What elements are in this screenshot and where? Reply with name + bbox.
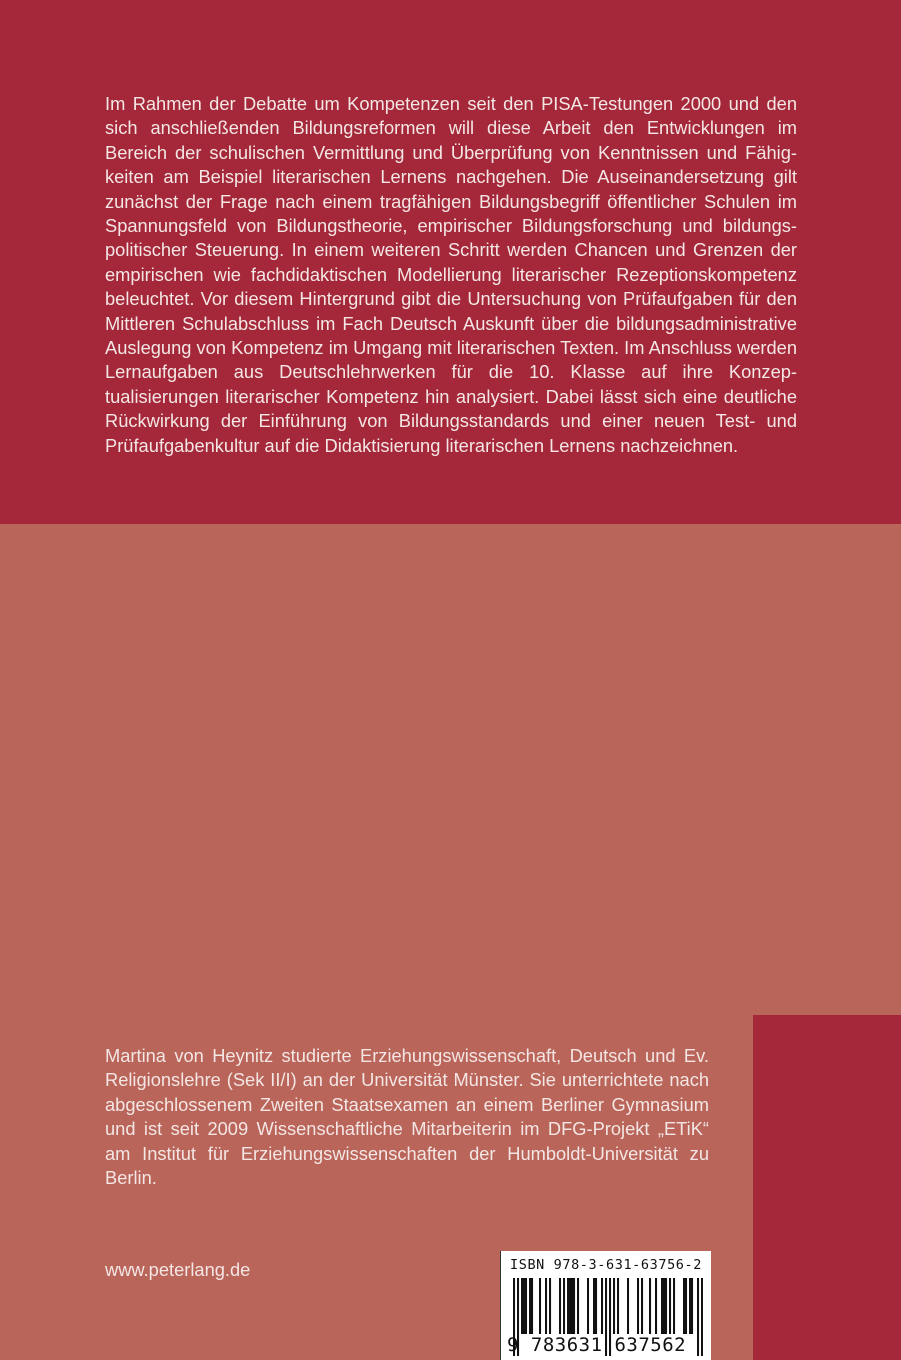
barcode-bar bbox=[613, 1278, 615, 1334]
author-bio: Martina von Heynitz studierte Erziehungswissenschaft, Deutsch und Ev. Religionslehre (Sek II/I) an der Universität Münster. Sie unterrichtete nach abgeschlossenem Zweiten Staatsexamen an einem Berliner Gymnasium und ist seit 2009 Wissenschaftliche Mitarbeiterin im DFG-Projekt „ETiK“ am Institut für Erziehungswissenschaften der Humboldt-Universität zu Berlin. bbox=[105, 1045, 709, 1189]
publisher-website[interactable]: www.peterlang.de bbox=[105, 1259, 251, 1280]
barcode-bar bbox=[691, 1278, 693, 1334]
barcode-bar bbox=[571, 1278, 573, 1334]
ean-digits: 9 783631 637562 bbox=[507, 1334, 687, 1356]
barcode-bar bbox=[529, 1278, 531, 1334]
barcode-bar bbox=[655, 1278, 657, 1334]
barcode-bar bbox=[563, 1278, 565, 1334]
barcode-bar bbox=[559, 1278, 561, 1334]
barcode-bar bbox=[689, 1278, 691, 1334]
barcode-bar bbox=[669, 1278, 671, 1334]
barcode-bar bbox=[595, 1278, 597, 1334]
barcode-bar bbox=[649, 1278, 651, 1334]
barcode-bar bbox=[683, 1278, 685, 1334]
barcode-bar bbox=[663, 1278, 665, 1334]
barcode-bar bbox=[627, 1278, 629, 1334]
barcode-bar bbox=[637, 1278, 639, 1334]
barcode-bar bbox=[573, 1278, 575, 1334]
barcode-bar bbox=[545, 1278, 547, 1334]
barcode-bar bbox=[531, 1278, 533, 1334]
barcode-bar bbox=[569, 1278, 571, 1334]
barcode-bar bbox=[601, 1278, 603, 1334]
accent-block bbox=[753, 1015, 901, 1360]
barcode-bar bbox=[617, 1278, 619, 1334]
barcode-bar bbox=[539, 1278, 541, 1334]
barcode-bar bbox=[665, 1278, 667, 1334]
barcode-bar bbox=[567, 1278, 569, 1334]
barcode-panel bbox=[500, 1251, 711, 1360]
barcode-bar bbox=[525, 1278, 527, 1334]
blurb-text: Im Rahmen der Debatte um Kompetenzen seit den PISA-Testungen 2000 und den sich anschließenden Bildungsreformen will diese Arbeit den Entwicklungen im Bereich der schulischen Vermittlung und Überprüfung von Kenntnissen und Fähigkeiten am Beispiel literarischen Lernens nachgehen. Die Auseinandersetzung gilt zunächst der Frage nach einem tragfähigen Bildungsbegriff öffentlicher Schulen im Spannungsfeld von Bildungstheorie, empirischer Bildungsforschung und bildungspolitischer Steuerung. In einem weiteren Schritt werden Chancen und Grenzen der empirischen wie fachdidaktischen Modellierung literarischer Rezeptionskompetenz beleuchtet. Vor diesem Hintergrund gibt die Untersuchung von Prüfaufgaben für den Mittleren Schulabschluss im Fach Deutsch Auskunft über die bildungsadministrative Auslegung von Kompetenz im Umgang mit literarischen Texten. Im Anschluss werden Lernaufgaben aus Deutschlehrwerken für die 10. Klasse auf ihre Konzeptualisierungen literarischer Kompetenz hin analysiert. Dabei lässt sich eine deutliche Rückwirkung der Einführung von Bildungsstandards und einer neuen Test- und Prüfaufgabenkultur auf die Didaktisierung literarischen Lernens nachzeichnen. bbox=[105, 93, 797, 456]
barcode-bar bbox=[641, 1278, 643, 1334]
barcode-bar bbox=[549, 1278, 551, 1334]
barcode-bar bbox=[577, 1278, 579, 1334]
barcode-bar bbox=[587, 1278, 589, 1334]
isbn-label: ISBN 978-3-631-63756-2 bbox=[509, 1257, 702, 1273]
barcode-bar bbox=[523, 1278, 525, 1334]
barcode-bar bbox=[673, 1278, 675, 1334]
barcode-bar bbox=[593, 1278, 595, 1334]
barcode-bar bbox=[685, 1278, 687, 1334]
barcode-bar bbox=[661, 1278, 663, 1334]
barcode-bar bbox=[521, 1278, 523, 1334]
